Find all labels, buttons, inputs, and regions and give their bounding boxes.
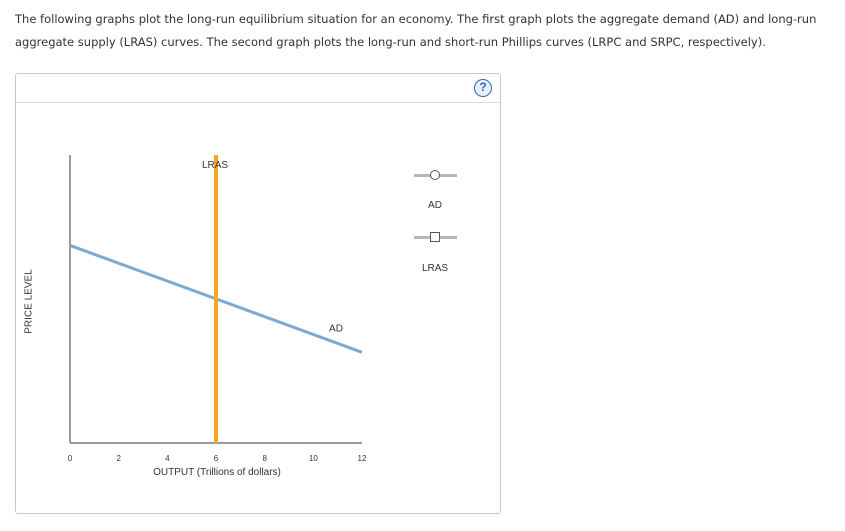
x-tick-label: 10 xyxy=(308,454,318,463)
instructions-text: The following graphs plot the long-run equilibrium situation for an economy. The first graph plots the aggregate demand (AD) and long-run aggregate supply (LRAS) curves. The second graph plots the long-run and short-run Phillips curves (LRPC and SRPC, respectively). xyxy=(15,12,817,49)
x-tick-label: 4 xyxy=(165,454,170,463)
help-icon[interactable]: ? xyxy=(474,79,492,97)
x-tick-label: 0 xyxy=(67,454,73,463)
lras-tool-icon[interactable] xyxy=(414,230,457,244)
circle-marker-icon xyxy=(430,170,440,180)
ad-tool-label: AD xyxy=(428,200,442,211)
x-tick-label: 12 xyxy=(357,454,367,463)
lras-tool-label: LRAS xyxy=(421,263,449,274)
x-tick-label: 2 xyxy=(116,454,121,463)
ad-tool-icon[interactable] xyxy=(414,168,457,182)
y-axis-label: PRICE LEVEL xyxy=(23,269,35,334)
ad-curve-label: AD xyxy=(329,323,343,335)
x-tick-label: 8 xyxy=(262,454,267,463)
x-tick-label: 6 xyxy=(213,454,219,463)
x-axis-label: OUTPUT (Trillions of dollars) xyxy=(153,467,281,478)
lras-curve-label: LRAS xyxy=(201,160,229,171)
square-marker-icon xyxy=(430,232,440,242)
